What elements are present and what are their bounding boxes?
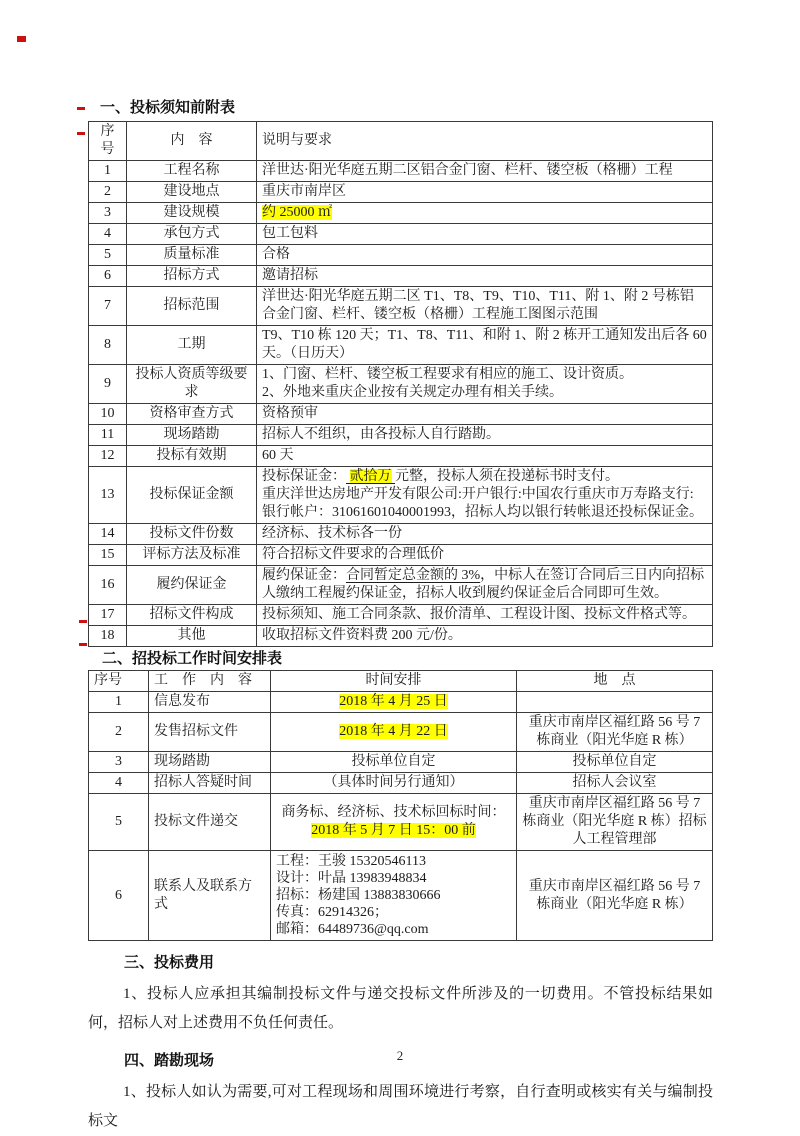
row-desc — [257, 224, 713, 245]
text-run: 10 — [100, 406, 115, 421]
row-number — [89, 365, 127, 404]
row-time — [271, 692, 517, 713]
text-run: 6 — [104, 268, 111, 283]
row-number — [89, 851, 149, 941]
text-run: 投标保证金额 — [149, 487, 234, 502]
section-2-title: 二、招投标工作时间安排表 — [102, 650, 283, 667]
highlighted-text: 2018 年 4 月 25 日 — [339, 694, 448, 709]
row-job — [149, 692, 271, 713]
text-run: 1 — [115, 694, 122, 709]
text-run: 13 — [100, 487, 115, 502]
text-run: 投标须知、施工合同条款、报价清单、工程设计图、投标文件格式等。 — [262, 607, 696, 622]
row-job — [149, 794, 271, 851]
column-header-time: 时间安排 — [271, 671, 517, 692]
text-run: 重庆市南岸区 — [262, 184, 346, 199]
text-run: 1、门窗、栏杆、镂空板工程要求有相应的施工、设计资质。 — [262, 367, 633, 382]
row-job — [149, 773, 271, 794]
pre-bid-row-3 — [89, 203, 713, 224]
row-label — [127, 605, 257, 626]
row-number — [89, 692, 149, 713]
text-run: 合格 — [262, 247, 290, 262]
pre-bid-row-14 — [89, 524, 713, 545]
text-run: 重庆洋世达房地产开发有限公司:开户银行:中国农行重庆市万寿路支行: — [262, 487, 694, 502]
row-place — [517, 752, 713, 773]
row-label — [127, 446, 257, 467]
text-run: 15 — [100, 547, 115, 562]
row-number — [89, 566, 127, 605]
text-run: 现场踏勘 — [154, 754, 210, 769]
text-run: 质量标准 — [163, 247, 220, 262]
text-run: 元整，投标人须在投递标书时支付。 — [395, 469, 619, 484]
row-desc — [257, 626, 713, 647]
text-run: 其他 — [177, 628, 206, 643]
row-number — [89, 773, 149, 794]
row-desc — [257, 524, 713, 545]
row-desc — [257, 605, 713, 626]
text-run: 招标文件构成 — [149, 607, 234, 622]
text-run: 设计：叶晶 13983948834 — [276, 871, 427, 886]
row-place — [517, 713, 713, 752]
text-run: 重庆市南岸区福红路 56 号 7 栋商业（阳光华庭 R 栋） — [528, 878, 701, 912]
row-number — [89, 545, 127, 566]
text-run: 包工包料 — [262, 226, 318, 241]
text-run: 60 天 — [262, 448, 294, 463]
highlighted-text: 2018 年 5 月 7 日 15：00 前 — [311, 823, 476, 838]
underlined-text: 合同暂定总金额的 3% — [346, 568, 481, 583]
row-desc — [257, 266, 713, 287]
row-label — [127, 287, 257, 326]
text-run: T9、T10 栋 120 天；T1、T8、T11、和附 1、附 2 栋开工通知发出后各 60 天。（日历天） — [262, 328, 707, 361]
text-run: 银行帐户：31061601040001993，招标人均以银行转帐退还投标保证金。 — [262, 505, 703, 520]
text-run: 履约保证金： — [262, 568, 346, 583]
text-run: 6 — [115, 887, 122, 903]
row-label — [127, 266, 257, 287]
row-job — [149, 713, 271, 752]
text-run: 11 — [100, 427, 115, 442]
text-run: 2 — [104, 184, 111, 199]
text-run: 5 — [115, 814, 122, 829]
text-run: 洋世达·阳光华庭五期二区 T1、T8、T9、T10、T11、附 1、附 2 号栋铝合金门窗、栏杆、镂空板（格栅）工程施工图图示范围 — [262, 289, 694, 322]
pre-bid-row-17 — [89, 605, 713, 626]
pre-bid-row-1 — [89, 161, 713, 182]
text-run: 商务标、经济标、技术标回标时间： — [281, 805, 506, 820]
text-run: 14 — [100, 526, 115, 541]
pre-bid-row-18 — [89, 626, 713, 647]
row-desc — [257, 566, 713, 605]
text-run: 承包方式 — [163, 226, 220, 241]
row-label — [127, 224, 257, 245]
schedule-row-4 — [89, 773, 713, 794]
text-run: 3 — [104, 205, 111, 220]
text-run: 7 — [104, 298, 111, 313]
row-desc — [257, 404, 713, 425]
pre-bid-table — [88, 121, 713, 647]
schedule-header-row — [89, 671, 713, 692]
column-header-job: 工 作 内 容 — [149, 671, 271, 692]
row-job — [149, 752, 271, 773]
row-time — [271, 851, 517, 941]
row-time — [271, 794, 517, 851]
row-number — [89, 524, 127, 545]
column-header-no: 序号 — [89, 671, 149, 692]
row-time — [271, 752, 517, 773]
text-run: 联系人及联系方式 — [154, 878, 252, 912]
text-run: 4 — [104, 226, 111, 241]
pre-bid-row-10 — [89, 404, 713, 425]
row-number — [89, 404, 127, 425]
row-label — [127, 425, 257, 446]
row-desc — [257, 467, 713, 524]
text-run: 2、外地来重庆企业按有关规定办理有相关手续。 — [262, 385, 563, 400]
text-run: 信息发布 — [154, 694, 210, 709]
pre-bid-row-13 — [89, 467, 713, 524]
text-run: 符合招标文件要求的合理低价 — [262, 547, 444, 562]
schedule-row-2 — [89, 713, 713, 752]
text-run: 18 — [100, 628, 115, 643]
text-run: 工程名称 — [163, 163, 220, 178]
text-run: 经济标、技术标各一份 — [262, 526, 402, 541]
row-label — [127, 545, 257, 566]
row-label — [127, 326, 257, 365]
highlighted-text: 2018 年 4 月 22 日 — [339, 724, 448, 739]
text-run: 16 — [100, 577, 115, 592]
row-place — [517, 773, 713, 794]
row-label — [127, 524, 257, 545]
text-run: 投标人资质等级要求 — [135, 367, 248, 400]
column-header-desc: 说明与要求 — [257, 122, 713, 161]
text-run: 4 — [115, 775, 122, 790]
column-header-content: 内 容 — [127, 122, 257, 161]
pre-bid-row-8 — [89, 326, 713, 365]
row-number — [89, 794, 149, 851]
schedule-table — [88, 670, 713, 941]
site-visit-paragraph: 1、投标人如认为需要,可对工程现场和周围环境进行考察，自行查明或核实有关与编制投标文 — [88, 1084, 713, 1129]
row-label — [127, 182, 257, 203]
pre-bid-row-5 — [89, 245, 713, 266]
pre-bid-row-16 — [89, 566, 713, 605]
row-number — [89, 224, 127, 245]
column-header-place: 地 点 — [517, 671, 713, 692]
text-run: 8 — [104, 337, 111, 352]
text-run: 招标人不组织，由各投标人自行踏勘。 — [262, 427, 500, 442]
row-label — [127, 566, 257, 605]
highlighted-text: 贰拾万 — [349, 469, 392, 484]
text-run: 2 — [115, 724, 122, 739]
pre-bid-row-12 — [89, 446, 713, 467]
text-run: 招标人会议室 — [572, 775, 657, 790]
pre-bid-header-row — [89, 122, 713, 161]
text-run: 招标：杨建国 13883830666 — [276, 888, 441, 903]
text-run: 3 — [115, 754, 122, 769]
text-run: 传真：62914326； — [276, 905, 388, 920]
section-1-title: 一、投标须知前附表 — [100, 99, 236, 116]
text-run: 17 — [100, 607, 115, 622]
row-desc — [257, 203, 713, 224]
schedule-row-3 — [89, 752, 713, 773]
row-number — [89, 626, 127, 647]
row-label — [127, 245, 257, 266]
row-label — [127, 203, 257, 224]
row-desc — [257, 182, 713, 203]
page-number: 2 — [396, 1048, 404, 1063]
text-run: 投标保证金： — [262, 469, 346, 484]
text-run: 投标单位自定 — [572, 754, 657, 769]
pre-bid-row-11 — [89, 425, 713, 446]
text-run: 1 — [104, 163, 111, 178]
row-desc — [257, 446, 713, 467]
row-place — [517, 851, 713, 941]
row-number — [89, 161, 127, 182]
underlined-text — [346, 469, 350, 484]
text-run: 评标方法及标准 — [142, 547, 241, 562]
row-desc — [257, 287, 713, 326]
row-number — [89, 245, 127, 266]
highlighted-text: 约 25000 ㎡ — [262, 205, 332, 220]
text-run: 投标文件递交 — [154, 814, 238, 829]
row-number — [89, 425, 127, 446]
text-run: 资格审查方式 — [149, 406, 234, 421]
text-run: 建设规模 — [163, 205, 220, 220]
row-job — [149, 851, 271, 941]
row-desc — [257, 326, 713, 365]
pre-bid-row-4 — [89, 224, 713, 245]
row-desc — [257, 245, 713, 266]
text-run: 资格预审 — [262, 406, 318, 421]
row-label — [127, 161, 257, 182]
text-run: 5 — [104, 247, 111, 262]
text-run: 招标方式 — [163, 268, 220, 283]
row-number — [89, 287, 127, 326]
row-label — [127, 365, 257, 404]
row-number — [89, 713, 149, 752]
row-label — [127, 404, 257, 425]
schedule-row-1 — [89, 692, 713, 713]
row-number — [89, 326, 127, 365]
row-place — [517, 794, 713, 851]
row-number — [89, 605, 127, 626]
text-run: 发售招标文件 — [154, 724, 238, 739]
pre-bid-row-7 — [89, 287, 713, 326]
section-4-title: 四、踏勘现场 — [124, 1052, 215, 1069]
text-run: 建设地点 — [163, 184, 220, 199]
row-label — [127, 626, 257, 647]
row-time — [271, 773, 517, 794]
text-run: 投标有效期 — [156, 448, 227, 463]
row-number — [89, 203, 127, 224]
row-number — [89, 467, 127, 524]
text-run: 现场踏勘 — [163, 427, 220, 442]
row-desc — [257, 545, 713, 566]
text-run: 收取招标文件资料费 200 元/份。 — [262, 628, 462, 643]
pre-bid-row-6 — [89, 266, 713, 287]
pre-bid-row-2 — [89, 182, 713, 203]
schedule-row-5 — [89, 794, 713, 851]
row-time — [271, 713, 517, 752]
column-header-no: 序号 — [89, 122, 127, 161]
row-number — [89, 266, 127, 287]
row-place — [517, 692, 713, 713]
text-run: 洋世达·阳光华庭五期二区铝合金门窗、栏杆、镂空板（格栅）工程 — [262, 163, 673, 178]
row-label — [127, 467, 257, 524]
row-desc — [257, 365, 713, 404]
text-run: 投标单位自定 — [351, 754, 436, 769]
text-run: 工期 — [177, 337, 206, 352]
text-run: 履约保证金 — [156, 577, 227, 592]
text-run: 9 — [104, 376, 111, 391]
text-run: 邮箱：64489736@qq.com — [276, 922, 429, 937]
text-run: 邀请招标 — [262, 268, 318, 283]
pre-bid-row-15 — [89, 545, 713, 566]
row-number — [89, 182, 127, 203]
row-number — [89, 752, 149, 773]
row-number — [89, 446, 127, 467]
text-run: 重庆市南岸区福红路 56 号 7 栋商业（阳光华庭 R 栋）招标人工程管理部 — [522, 796, 707, 847]
row-desc — [257, 161, 713, 182]
text-run: 重庆市南岸区福红路 56 号 7 栋商业（阳光华庭 R 栋） — [528, 715, 701, 748]
text-run: 工程：王骏 15320546113 — [276, 854, 426, 869]
fees-paragraph: 1、投标人应承担其编制投标文件与递交投标文件所涉及的一切费用。不管投标结果如何，招标人对上述费用不负任何责任。 — [88, 986, 713, 1031]
schedule-row-6 — [89, 851, 713, 941]
text-run: 招标范围 — [163, 298, 220, 313]
text-run: 投标文件份数 — [149, 526, 234, 541]
section-3-title: 三、投标费用 — [124, 954, 215, 971]
pre-bid-row-9 — [89, 365, 713, 404]
text-run: ，中标人在签订合同后三日内向招标人缴纳工程履约保证金，招标人收到履约保证金后合同即可生效。 — [262, 568, 705, 601]
row-desc — [257, 425, 713, 446]
text-run: （具体时间另行通知） — [323, 775, 464, 790]
text-run: 招标人答疑时间 — [154, 775, 252, 790]
text-run: 12 — [100, 448, 115, 463]
